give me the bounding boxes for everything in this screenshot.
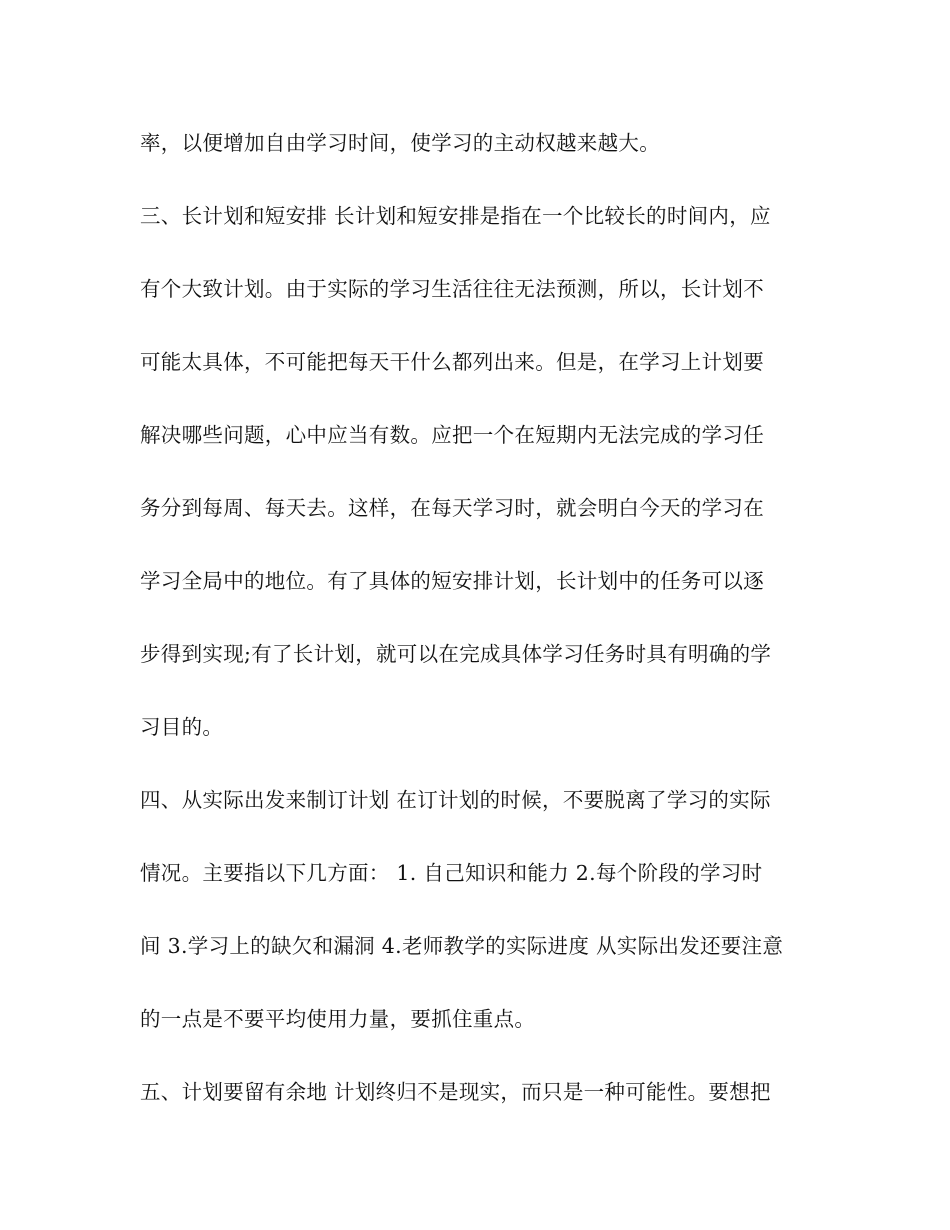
text-line: 学习全局中的地位。有了具体的短安排计划，长计划中的任务可以逐 xyxy=(140,569,764,593)
text-line: 步得到实现;有了长计划，就可以在完成具体学习任务时具有明确的学 xyxy=(140,642,772,666)
text-line: 习目的。 xyxy=(140,715,224,739)
text-line: 的一点是不要平均使用力量，要抓住重点。 xyxy=(140,1007,536,1031)
text-line: 有个大致计划。由于实际的学习生活往往无法预测，所以，长计划不 xyxy=(140,277,764,301)
text-line: 五、计划要留有余地 计划终归不是现实，而只是一种可能性。要想把 xyxy=(140,1080,771,1104)
text-line: 务分到每周、每天去。这样，在每天学习时，就会明白今天的学习在 xyxy=(140,496,764,520)
text-line: 四、从实际出发来制订计划 在订计划的时候，不要脱离了学习的实际 xyxy=(140,788,771,812)
text-line: 三、长计划和短安排 长计划和短安排是指在一个比较长的时间内，应 xyxy=(140,204,771,228)
text-line: 间 3.学习上的缺欠和漏洞 4.老师教学的实际进度 从实际出发还要注意 xyxy=(140,934,784,958)
text-line: 率，以便增加自由学习时间，使学习的主动权越来越大。 xyxy=(140,131,660,155)
text-line: 情况。主要指以下几方面： 1. 自己知识和能力 2.每个阶段的学习时 xyxy=(140,861,763,885)
text-line: 可能太具体，不可能把每天干什么都列出来。但是，在学习上计划要 xyxy=(140,350,764,374)
text-line: 解决哪些问题，心中应当有数。应把一个在短期内无法完成的学习任 xyxy=(140,423,764,447)
